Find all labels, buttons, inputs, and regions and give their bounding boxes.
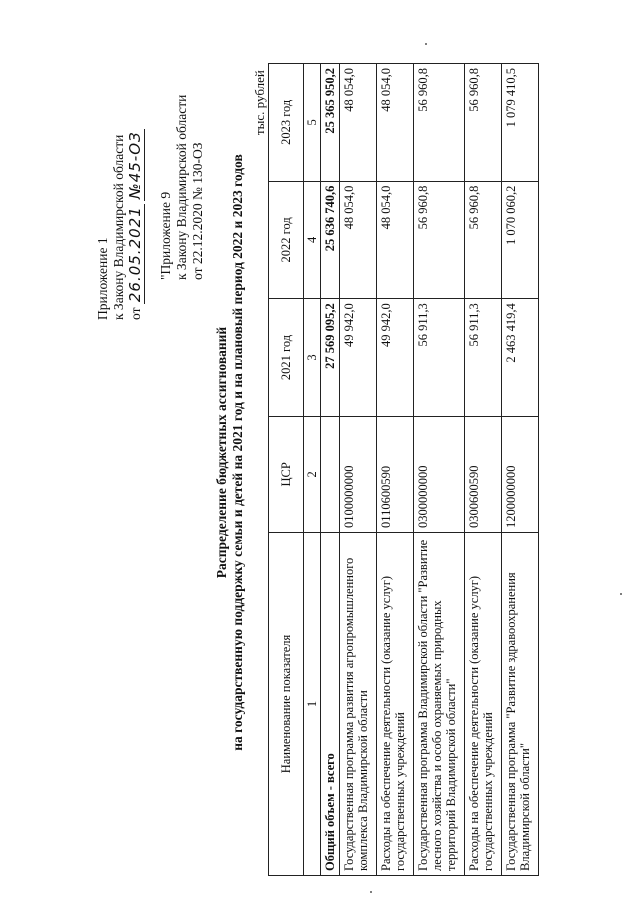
table-row [465,64,502,876]
document-title-line-1: Распределение бюджетных ассигнований [214,326,229,579]
row-2022: 48 054,0 [377,181,414,299]
prev-appendix-line-2: к Закону Владимирской области [174,94,189,280]
table-header-row [269,64,304,876]
total-2022: 25 636 740,6 [321,181,340,299]
appendix-date-handwritten: 26.05.2021 [126,206,144,303]
header-name: Наименование показателя [269,532,304,875]
row-2021: 56 911,3 [414,299,465,417]
table-row [502,64,539,876]
row-2022: 48 054,0 [340,181,377,299]
row-name: Расходы на обеспечение деятельности (оказание услуг) государственных учреждений [465,532,502,875]
row-2023: 48 054,0 [340,64,377,182]
total-name: Общий объем - всего [321,532,340,875]
row-code: 0300600590 [465,416,502,532]
prev-appendix-line-1: "Приложение 9 [158,191,173,280]
prev-appendix-block [158,95,206,280]
row-name: Государственная программа развития агропромышленного комплекса Владимирской области [340,532,377,875]
scan-speck [425,43,427,45]
units-label: тыс. рублей [252,70,267,135]
appendix-block [95,129,144,320]
header-2023: 2023 год [269,64,304,182]
row-2021: 49 942,0 [377,299,414,417]
row-name: Государственная программа Владимирской области "Развитие лесного хозяйства и особо охраняемых природных территорий Владимирской области" [414,532,465,875]
appendix-line-1: Приложение 1 [95,237,110,320]
row-2021: 56 911,3 [465,299,502,417]
appendix-date-prefix: от [128,307,143,320]
scan-speck [620,593,622,595]
appendix-number-handwritten: №45-ОЗ [126,131,144,199]
index-3: 3 [304,299,321,417]
prev-appendix-line-3: от 22.12.2020 № 130-ОЗ [190,142,205,280]
row-2023: 56 960,8 [465,64,502,182]
total-2021: 27 569 095,2 [321,299,340,417]
table-index-row [304,64,321,876]
index-2: 2 [304,416,321,532]
table-row [340,64,377,876]
row-code: 0100000000 [340,416,377,532]
row-code: 0110600590 [377,416,414,532]
table-row [377,64,414,876]
scan-speck [370,891,372,893]
header-2021: 2021 год [269,299,304,417]
total-2023: 25 365 950,2 [321,64,340,182]
index-5: 5 [304,64,321,182]
table-total-row [321,64,340,876]
appendix-line-3 [127,129,144,320]
row-2022: 56 960,8 [465,181,502,299]
index-1: 1 [304,532,321,875]
total-code [321,416,340,532]
row-2022: 56 960,8 [414,181,465,299]
row-2023: 48 054,0 [377,64,414,182]
row-2022: 1 070 060,2 [502,181,539,299]
index-4: 4 [304,181,321,299]
row-2021: 49 942,0 [340,299,377,417]
appendix-line-2: к Закону Владимирской области [111,134,126,320]
document-title-line-2: на государственную поддержку семьи и детей на 2021 год и на плановый период 2022 и 2023 годов [230,154,245,751]
row-code: 1200000000 [502,416,539,532]
row-2021: 2 463 419,4 [502,299,539,417]
row-2023: 56 960,8 [414,64,465,182]
row-code: 0300000000 [414,416,465,532]
budget-table [268,63,539,876]
row-2023: 1 079 410,5 [502,64,539,182]
table-row [414,64,465,876]
header-code: ЦСР [269,416,304,532]
row-name: Расходы на обеспечение деятельности (оказание услуг) государственных учреждений [377,532,414,875]
row-name: Государственная программа "Развитие здравоохранения Владимирской области" [502,532,539,875]
header-2022: 2022 год [269,181,304,299]
